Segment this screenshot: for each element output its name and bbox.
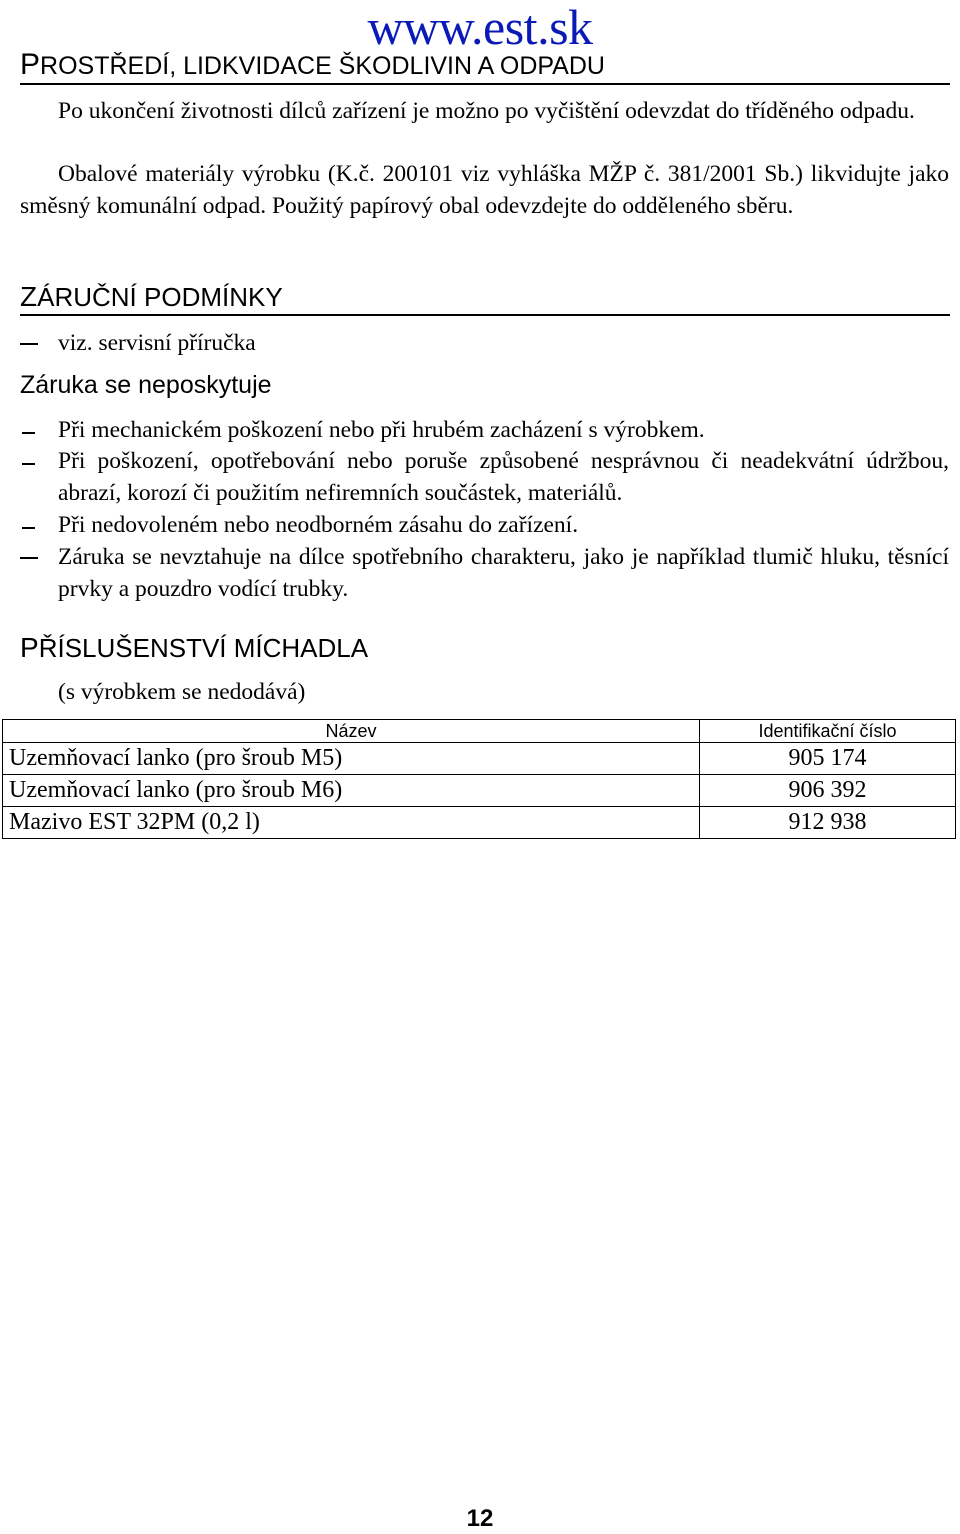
column-header-id: Identifikační číslo xyxy=(700,720,956,743)
table-cell-name: Mazivo EST 32PM (0,2 l) xyxy=(3,807,700,839)
page-number: 12 xyxy=(466,1505,494,1532)
table-cell-name: Uzemňovací lanko (pro šroub M5) xyxy=(3,743,700,775)
list-item-text: Záruka se nevztahuje na dílce spotřebního charakteru, jako je například tlumič hluku, těsnící prvky a pouzdro vodící trubky. xyxy=(58,544,949,602)
list-item-text: Při mechanickém poškození nebo při hrubém zacházení s výrobkem. xyxy=(58,417,705,443)
heading-environment-text: ROSTŘEDÍ, LIDKVIDACE ŠKODLIVIN A ODPADU xyxy=(40,52,605,80)
table-row xyxy=(3,743,956,775)
table-row xyxy=(3,807,956,839)
heading-warranty xyxy=(20,282,950,316)
accessories-note: (s výrobkem se nedodává) xyxy=(58,679,306,705)
table-row xyxy=(3,775,956,807)
heading-accessories-initial: P xyxy=(20,632,39,663)
list-item xyxy=(20,445,949,509)
accessories-table xyxy=(2,719,956,839)
list-item xyxy=(20,414,949,446)
heading-environment xyxy=(20,50,950,85)
table-cell-id: 906 392 xyxy=(700,775,956,807)
heading-warranty-text: ÁRUČNÍ PODMÍNKY xyxy=(37,282,283,312)
list-item-text: Při poškození, opotřebování nebo poruše způsobené nesprávnou či neadekvátní údržbou, abrazí, korozí či použitím nefiremních součástek, materiálů. xyxy=(58,448,949,506)
heading-accessories-text: ŘÍSLUŠENSTVÍ MÍCHADLA xyxy=(38,633,369,663)
subheading-no-warranty: Záruka se neposkytuje xyxy=(20,371,272,399)
list-item xyxy=(20,541,949,605)
environment-paragraph-1: Po ukončení životnosti dílců zařízení je možno po vyčištění odevzdat do tříděného odpadu. xyxy=(58,98,915,124)
watermark-url: www.est.sk xyxy=(367,0,593,55)
list-item-text: Při nedovoleném nebo neodborném zásahu do zařízení. xyxy=(58,512,579,538)
table-cell-id: 905 174 xyxy=(700,743,956,775)
table-header-row xyxy=(3,720,956,743)
environment-paragraph-2: Obalové materiály výrobku (K.č. 200101 viz vyhláška MŽP č. 381/2001 Sb.) likvidujte jako směsný komunální odpad. Použitý papírový obal odevzdejte do odděleného sběru. xyxy=(20,161,949,219)
table-cell-id: 912 938 xyxy=(700,807,956,839)
warranty-item xyxy=(20,327,949,359)
column-header-name: Název xyxy=(3,720,700,743)
list-item xyxy=(20,509,949,541)
heading-accessories xyxy=(20,633,950,665)
table-cell-name: Uzemňovací lanko (pro šroub M6) xyxy=(3,775,700,807)
heading-warranty-initial: Z xyxy=(20,281,38,312)
heading-environment-initial: P xyxy=(20,48,41,81)
warranty-item-text: viz. servisní příručka xyxy=(58,330,256,356)
